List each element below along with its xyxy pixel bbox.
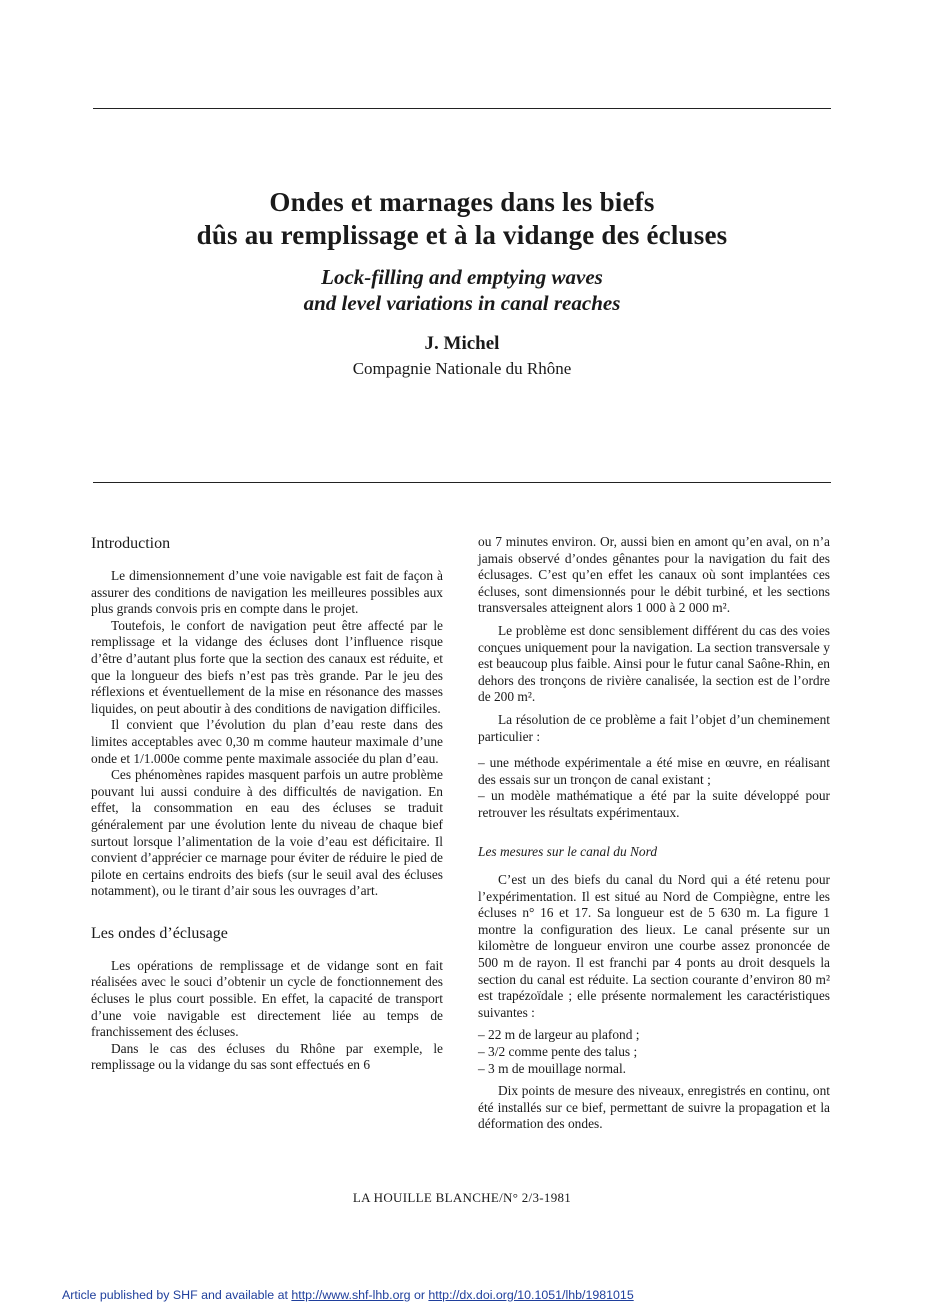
body-paragraph: Le problème est donc sensiblement différent du cas des voies conçues uniquement pour la navigation. La section transversale y est beaucoup plus faible. Ainsi pour le futur canal Saône-Rhin, en dehors des tronçons de rivière canalisée, la section est de l’ordre de 200 m². [478, 622, 830, 705]
footer-text: Article published by SHF and available at [62, 1288, 292, 1302]
doi-link[interactable]: http://dx.doi.org/10.1051/lhb/1981015 [428, 1288, 634, 1302]
journal-reference: LA HOUILLE BLANCHE/N° 2/3-1981 [352, 1190, 572, 1205]
body-paragraph: Dix points de mesure des niveaux, enregistrés en continu, ont été installés sur ce bief, permettant de suivre la propagation et la déformation des ondes. [478, 1083, 830, 1132]
section-heading-ondes: Les ondes d’éclusage [91, 924, 228, 942]
characteristics-list [478, 1027, 830, 1077]
article-subtitle [93, 264, 831, 316]
right-column [478, 534, 830, 1133]
list-item: – un modèle mathématique a été par la suite développé pour retrouver les résultats expérimentaux. [478, 788, 830, 820]
subtitle-line-2: and level variations in canal reaches [303, 291, 621, 315]
body-paragraph: Toutefois, le confort de navigation peut être affecté par le remplissage et la vidange des écluses dont l’influence risque d’être d’autant plus forte que la section des canaux est réduite, et que la longueur des biefs n’est pas très grande. Par le jeu des réflexions et éventuellement de la mise en résonance des masses liquides, on peut aboutir à des conditions de navigation difficiles. [91, 617, 443, 716]
article-title [93, 186, 831, 252]
author-affiliation: Compagnie Nationale du Rhône [352, 359, 572, 378]
list-item: – 22 m de largeur au plafond ; [478, 1027, 640, 1043]
title-line-2: dûs au remplissage et à la vidange des écluses [196, 220, 728, 250]
publication-footer [62, 1288, 634, 1302]
body-paragraph: ou 7 minutes environ. Or, aussi bien en amont qu’en aval, on n’a jamais observé d’ondes gênantes pour la navigation du fait des éclusages. C’est qu’en effet les canaux où sont implantées ces écluses, sont dimensionnés pour le débit turbiné, et les sections transversales atteignent alors 1 000 à 2 000 m². [478, 534, 830, 616]
body-paragraph: Dans le cas des écluses du Rhône par exemple, le remplissage ou la vidange du sas sont effectués en 6 [91, 1040, 443, 1073]
header-bottom-rule [93, 482, 831, 483]
left-column [91, 534, 443, 1074]
list-item: – 3 m de mouillage normal. [478, 1060, 627, 1076]
subsection-heading-mesures: Les mesures sur le canal du Nord [478, 843, 658, 859]
body-paragraph: La résolution de ce problème a fait l’objet d’un cheminement particulier : [478, 711, 830, 744]
body-paragraph: Le dimensionnement d’une voie navigable est fait de façon à assurer des conditions de navigation les meilleures possibles aux plus grands convois pris en compte dans le projet. [91, 568, 443, 617]
body-paragraph: Les opérations de remplissage et de vidange sont en fait réalisées avec le souci d’obtenir un cycle de fonctionnement des écluses le plus court possible. En effet, la capacité de transport d’une voie navigable est directement liée au temps de franchissement des écluses. [91, 957, 443, 1040]
author-name: J. Michel [424, 333, 500, 354]
body-paragraph: C’est un des biefs du canal du Nord qui a été retenu pour l’expérimentation. Il est situé au Nord de Compiègne, entre les écluses n° 16 et 17. Sa longueur est de 5 630 m. La figure 1 montre la configuration des lieux. Le canal présente sur un kilomètre de longueur environ une courbe assez prononcée de 500 m de rayon. Il est franchi par 4 ponts au droit desquels la section du canal est réduite. La section courante d’environ 80 m² est trapézoïdale ; elle présente normalement les caractéristiques suivantes : [478, 872, 830, 1020]
footer-separator: or [410, 1288, 429, 1302]
shf-link[interactable]: http://www.shf-lhb.org [291, 1288, 411, 1302]
body-paragraph: Ces phénomènes rapides masquent parfois un autre problème pouvant lui aussi conduire à des difficultés de navigation. En effet, la consommation en eau des écluses se traduit généralement par une évolution lente du niveau de chaque bief surtout lorsque l’alimentation de la voie d’eau est déficitaire. Il convient d’apprécier ce marnage pour éviter de réduire le pied de pilote en certains endroits des biefs (sur le seuil aval des écluses notamment), ou le tirant d’air sous les ouvrages d’art. [91, 767, 443, 899]
list-item: – 3/2 comme pente des talus ; [478, 1044, 638, 1060]
method-list [478, 755, 830, 821]
title-line-1: Ondes et marnages dans les biefs [269, 187, 655, 217]
section-heading-introduction: Introduction [91, 535, 171, 552]
body-paragraph: Il convient que l’évolution du plan d’eau reste dans des limites acceptables avec 0,30 m comme hauteur maximale d’une onde et 1/1.000e comme pente maximale associée du plan d’eau. [91, 717, 443, 766]
header-top-rule [93, 108, 831, 109]
list-item: – une méthode expérimentale a été mise en œuvre, en réalisant des essais sur un tronçon de canal existant ; [478, 755, 830, 787]
title-block [93, 186, 831, 380]
subtitle-line-1: Lock-filling and emptying waves [321, 265, 603, 289]
